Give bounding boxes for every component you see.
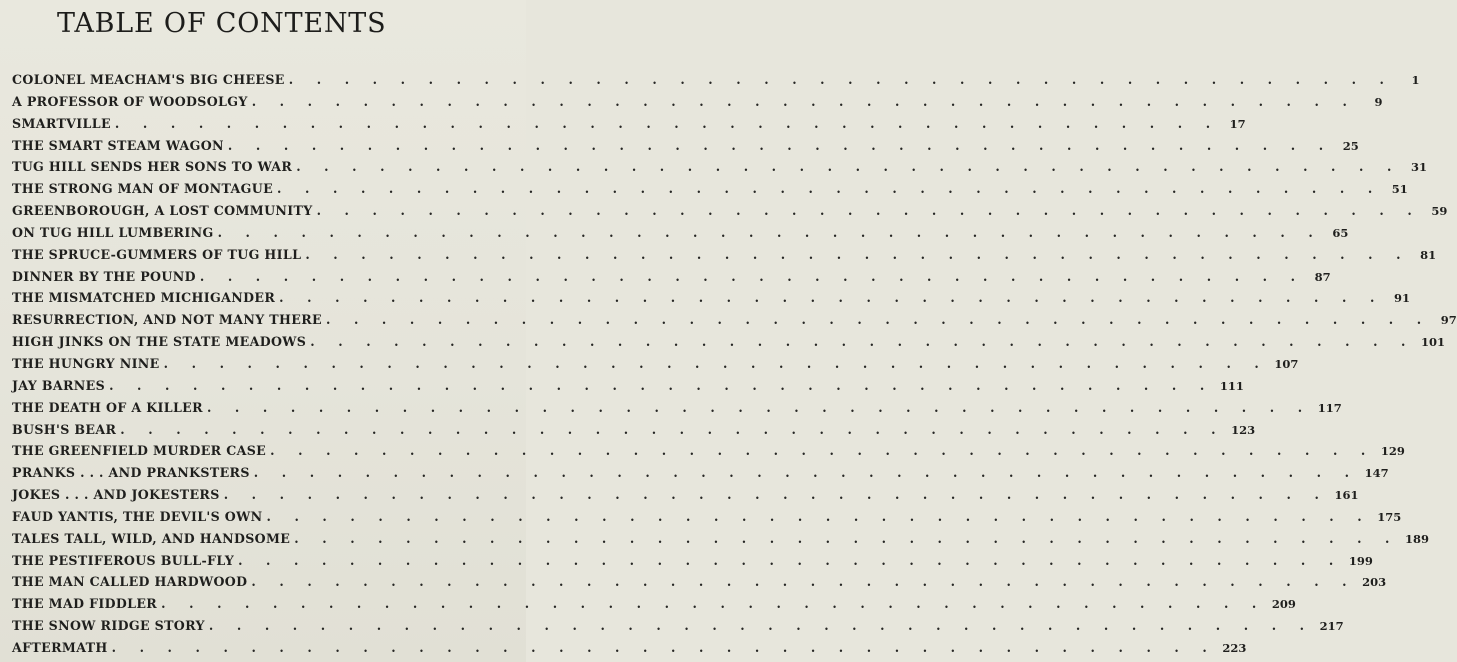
entry-page-number: 91 bbox=[1393, 291, 1410, 306]
entry-page-number: 217 bbox=[1319, 619, 1344, 634]
contents-entry bbox=[12, 93, 1383, 116]
contents-entry bbox=[12, 508, 1402, 531]
entry-page-number: 147 bbox=[1364, 466, 1389, 481]
entry-page-number: 81 bbox=[1420, 247, 1437, 262]
entry-title: HIGH JINKS ON THE STATE MEADOWS bbox=[12, 334, 307, 350]
entry-title: TALES TALL, WILD, AND HANDSOME bbox=[12, 530, 291, 546]
contents-entry bbox=[12, 181, 1408, 203]
dot-leader: . . . . . . . . . . . . . . . . . . . . . . . . . . . . . . . . . . . . . . . . bbox=[223, 487, 1329, 503]
entry-title: AFTERMATH bbox=[12, 639, 108, 655]
entry-title: JOKES . . . AND JOKESTERS bbox=[12, 487, 220, 503]
dot-leader: . . . . . . . . . . . . . . . . . . . . . . . . . . . . . . . . . . . . . . . . bbox=[325, 312, 1431, 328]
dot-leader: . . . . . . . . . . . . . . . . . . . . . . . . . . . . . . . . . . . . . . . . bbox=[199, 268, 1305, 284]
entry-title: THE SPRUCE-GUMMERS OF TUG HILL bbox=[12, 246, 302, 262]
entry-title: SMARTVILLE bbox=[12, 115, 111, 131]
entry-page-number: 117 bbox=[1317, 400, 1342, 415]
dot-leader: . . . . . . . . . . . . . . . . . . . . . . . . . . . . . . . . . . . . . . . . bbox=[296, 159, 1401, 175]
dot-leader: . . . . . . . . . . . . . . . . . . . . . . . . . . . . . . . . . . . . . . . . bbox=[251, 574, 1357, 590]
entry-title: THE STRONG MAN OF MONTAGUE bbox=[12, 181, 274, 197]
entry-title: A PROFESSOR OF WOODSOLGY bbox=[12, 93, 248, 109]
contents-entry bbox=[12, 334, 1446, 356]
dot-leader: . . . . . . . . . . . . . . . . . . . . . . . . . . . . . . . . . . . . . . . . bbox=[277, 181, 1382, 197]
entry-title: FAUD YANTIS, THE DEVIL'S OWN bbox=[12, 508, 263, 524]
entry-title: THE DEATH OF A KILLER bbox=[12, 399, 203, 415]
entry-page-number: 1 bbox=[1411, 73, 1420, 87]
entry-title: ON TUG HILL LUMBERING bbox=[12, 224, 214, 240]
entry-page-number: 189 bbox=[1405, 531, 1430, 546]
dot-leader: . . . . . . . . . . . . . . . . . . . . . . . . . . . . . . . . . . . . . . . . bbox=[305, 246, 1411, 262]
entry-page-number: 25 bbox=[1342, 138, 1359, 153]
dot-leader: . . . . . . . . . . . . . . . . . . . . . . . . . . . . . . . . . . . . . . . . bbox=[109, 377, 1214, 393]
contents-entry bbox=[12, 137, 1359, 160]
contents-entry bbox=[12, 377, 1244, 400]
contents-entry bbox=[12, 399, 1342, 422]
contents-entry bbox=[12, 115, 1246, 138]
contents-entry bbox=[12, 246, 1437, 269]
entry-title: THE PESTIFEROUS BULL-FLY bbox=[12, 552, 235, 568]
contents-entry bbox=[12, 355, 1299, 378]
dot-leader: . . . . . . . . . . . . . . . . . . . . . . . . . . . . . . . . . . . . . . . . bbox=[310, 334, 1416, 350]
contents-entry bbox=[12, 574, 1387, 596]
entry-title: THE MAD FIDDLER bbox=[12, 596, 158, 612]
contents-entry bbox=[12, 421, 1256, 444]
entry-page-number: 161 bbox=[1334, 488, 1359, 503]
entry-page-number: 129 bbox=[1380, 444, 1405, 459]
entry-title: BUSH'S BEAR bbox=[12, 421, 117, 437]
dot-leader: . . . . . . . . . . . . . . . . . . . . . . . . . . . . . . . . . . . . . . . . bbox=[161, 596, 1266, 612]
dot-leader: . . . . . . . . . . . . . . . . . . . . . . . . . . . . . . . . . . . . . . . . bbox=[270, 443, 1375, 459]
entry-title: COLONEL MEACHAM'S BIG CHEESE bbox=[12, 72, 285, 87]
entry-page-number: 203 bbox=[1362, 575, 1387, 590]
contents-entry bbox=[12, 465, 1389, 487]
dot-leader: . . . . . . . . . . . . . . . . . . . . . . . . . . . . . . . . . . . . . . . . bbox=[217, 224, 1323, 240]
entry-page-number: 17 bbox=[1229, 116, 1246, 131]
entry-title: THE HUNGRY NINE bbox=[12, 355, 160, 371]
contents-entry bbox=[12, 487, 1359, 509]
contents-entry bbox=[12, 618, 1344, 640]
dot-leader: . . . . . . . . . . . . . . . . . . . . . . . . . . . . . . . . . . . . . . . . bbox=[253, 465, 1359, 481]
contents-entry bbox=[12, 552, 1373, 575]
entry-page-number: 101 bbox=[1421, 335, 1446, 350]
dot-leader: . . . . . . . . . . . . . . . . . . . . . . . . . . . . . . . . . . . . . . . . bbox=[111, 639, 1217, 655]
entry-title: GREENBOROUGH, A LOST COMMUNITY bbox=[12, 203, 313, 219]
contents-entry bbox=[12, 290, 1410, 312]
entry-title: DINNER BY THE POUND bbox=[12, 268, 196, 284]
dot-leader: . . . . . . . . . . . . . . . . . . . . . . . . . . . . . . . . . . . . . . . . bbox=[114, 115, 1220, 131]
entry-page-number: 111 bbox=[1219, 378, 1244, 393]
contents-entry bbox=[12, 159, 1427, 181]
dot-leader: . . . . . . . . . . . . . . . . . . . . . . . . . . . . . . . . . . . . . . . . bbox=[288, 72, 1394, 87]
entry-page-number: 65 bbox=[1332, 225, 1349, 240]
entry-title: THE MAN CALLED HARDWOOD bbox=[12, 574, 248, 590]
entry-title: THE MISMATCHED MICHIGANDER bbox=[12, 290, 276, 306]
entry-title: PRANKS . . . AND PRANKSTERS bbox=[12, 465, 250, 481]
contents-entry bbox=[12, 443, 1405, 465]
entry-page-number: 31 bbox=[1410, 160, 1427, 175]
dot-leader: . . . . . . . . . . . . . . . . . . . . . . . . . . . . . . . . . . . . . . . . bbox=[294, 530, 1400, 546]
entry-title: RESURRECTION, AND NOT MANY THERE bbox=[12, 312, 322, 328]
dot-leader: . . . . . . . . . . . . . . . . . . . . . . . . . . . . . . . . . . . . . . . . bbox=[206, 399, 1312, 415]
contents-entry bbox=[12, 203, 1448, 225]
dot-leader: . . . . . . . . . . . . . . . . . . . . . . . . . . . . . . . . . . . . . . . . bbox=[238, 552, 1343, 568]
contents-entry bbox=[12, 224, 1349, 247]
entry-page-number: 209 bbox=[1271, 597, 1296, 612]
contents-entry bbox=[12, 530, 1430, 553]
dot-leader: . . . . . . . . . . . . . . . . . . . . . . . . . . . . . . . . . . . . . . . . bbox=[279, 290, 1384, 306]
dot-leader: . . . . . . . . . . . . . . . . . . . . . . . . . . . . . . . . . . . . . . . . bbox=[208, 618, 1314, 634]
entry-page-number: 223 bbox=[1222, 640, 1247, 655]
entry-page-number: 199 bbox=[1348, 553, 1373, 568]
page-title: TABLE OF CONTENTS bbox=[57, 8, 387, 39]
dot-leader: . . . . . . . . . . . . . . . . . . . . . . . . . . . . . . . . . . . . . . . . bbox=[163, 355, 1269, 371]
entry-title: JAY BARNES bbox=[12, 377, 106, 393]
contents-list bbox=[12, 72, 1457, 662]
contents-entry bbox=[12, 72, 1420, 94]
entry-title: TUG HILL SENDS HER SONS TO WAR bbox=[12, 159, 293, 175]
entry-title: THE GREENFIELD MURDER CASE bbox=[12, 443, 267, 459]
entry-page-number: 97 bbox=[1440, 313, 1457, 328]
entry-page-number: 51 bbox=[1391, 182, 1408, 197]
entry-page-number: 87 bbox=[1314, 269, 1331, 284]
dot-leader: . . . . . . . . . . . . . . . . . . . . . . . . . . . . . . . . . . . . . . . . bbox=[316, 203, 1422, 219]
entry-title: THE SNOW RIDGE STORY bbox=[12, 618, 205, 634]
contents-entry bbox=[12, 268, 1331, 291]
entry-page-number: 59 bbox=[1431, 204, 1448, 219]
contents-entry bbox=[12, 596, 1296, 618]
dot-leader: . . . . . . . . . . . . . . . . . . . . . . . . . . . . . . . . . . . . . . . . bbox=[120, 421, 1226, 437]
entry-page-number: 123 bbox=[1231, 422, 1256, 437]
entry-title: THE SMART STEAM WAGON bbox=[12, 137, 224, 153]
dot-leader: . . . . . . . . . . . . . . . . . . . . . . . . . . . . . . . . . . . . . . . . bbox=[251, 93, 1357, 109]
entry-page-number: 9 bbox=[1374, 94, 1383, 109]
contents-entry bbox=[12, 312, 1457, 334]
dot-leader: . . . . . . . . . . . . . . . . . . . . . . . . . . . . . . . . . . . . . . . . bbox=[266, 508, 1372, 524]
dot-leader: . . . . . . . . . . . . . . . . . . . . . . . . . . . . . . . . . . . . . . . . bbox=[227, 137, 1333, 153]
contents-entry bbox=[12, 639, 1247, 662]
entry-page-number: 107 bbox=[1274, 356, 1299, 371]
entry-page-number: 175 bbox=[1377, 509, 1402, 524]
